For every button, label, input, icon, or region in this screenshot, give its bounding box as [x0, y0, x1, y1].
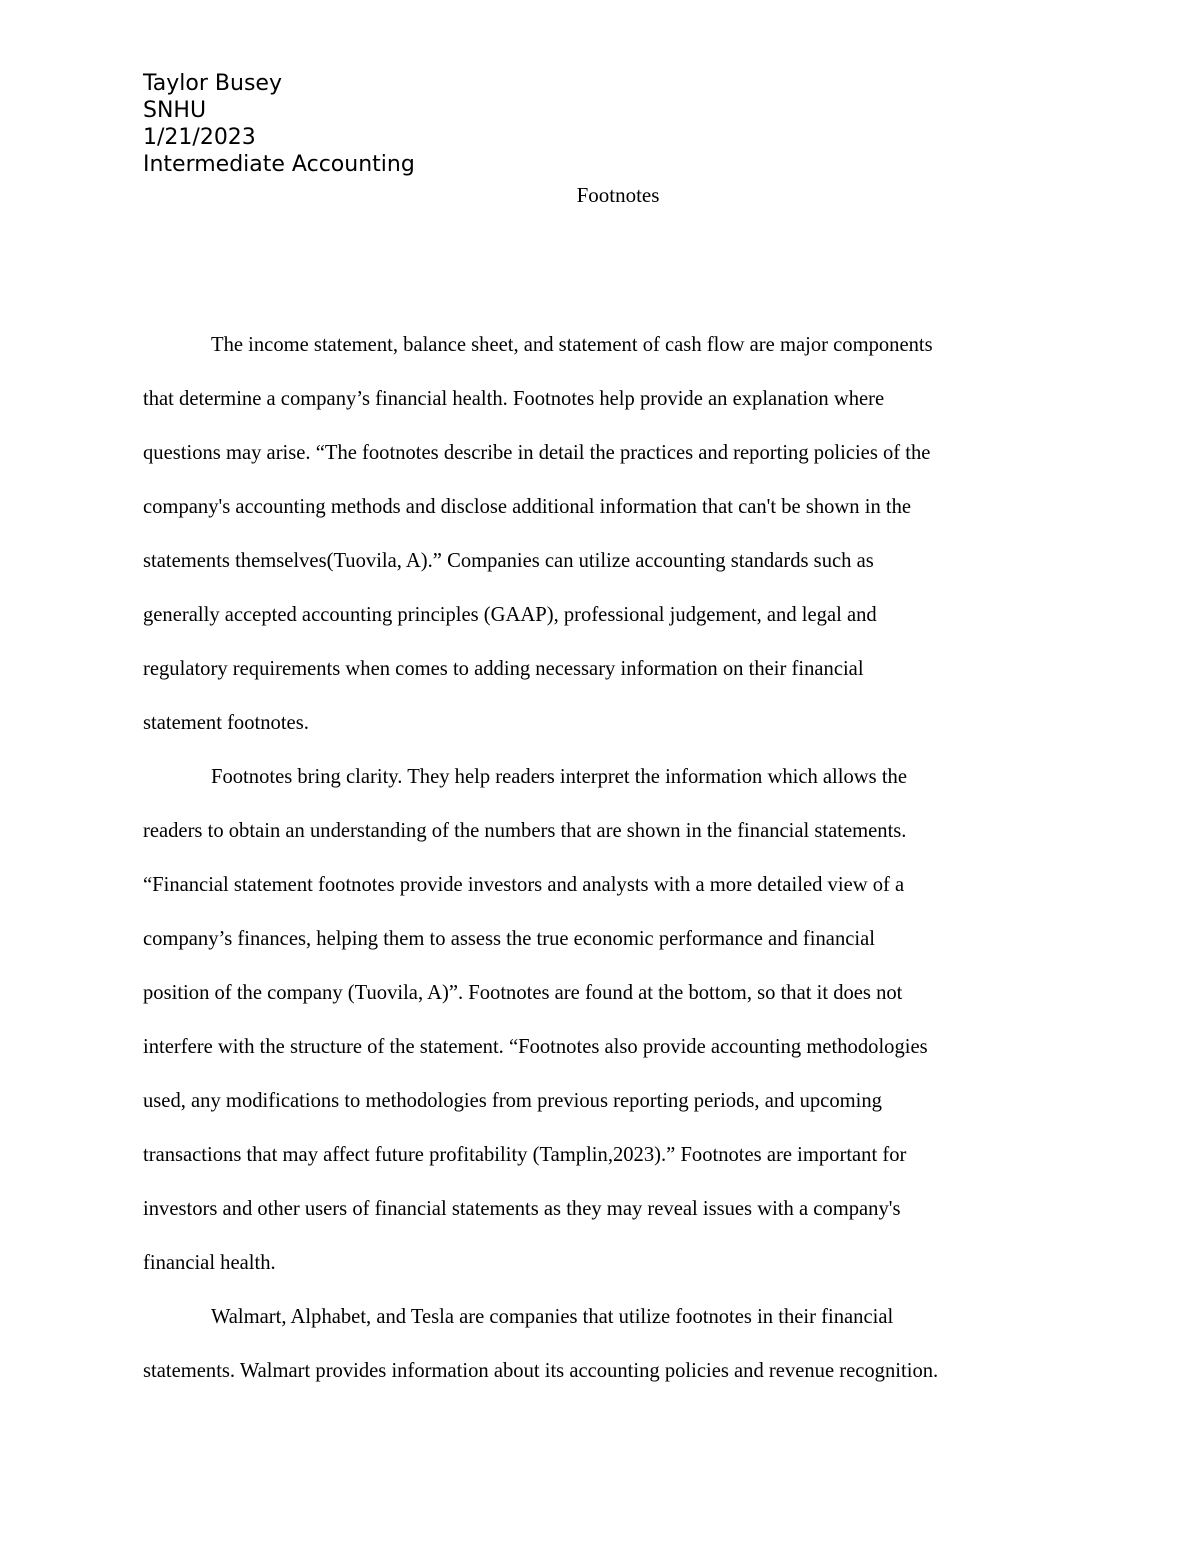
paragraph-2-line: Footnotes bring clarity. They help readers interpret the information which allows the [211, 766, 907, 788]
paragraph-1-line: company's accounting methods and disclose additional information that can't be shown in the [143, 496, 912, 518]
paragraph-2-line: investors and other users of financial statements as they may reveal issues with a company's [143, 1198, 901, 1220]
paragraph-1-line: questions may arise. “The footnotes describe in detail the practices and reporting policies of the [143, 442, 931, 464]
paragraph-2-line: transactions that may affect future profitability (Tamplin,2023).” Footnotes are important for [143, 1144, 907, 1166]
paragraph-2-line: “Financial statement footnotes provide investors and analysts with a more detailed view of a [143, 874, 905, 896]
paragraph-3-line: statements. Walmart provides information about its accounting policies and revenue recognition. [143, 1360, 939, 1382]
date: 1/21/2023 [143, 125, 256, 150]
paragraph-2-line: company’s finances, helping them to assess the true economic performance and financial [143, 928, 875, 950]
paragraph-2-line: readers to obtain an understanding of the numbers that are shown in the financial statements. [143, 820, 907, 842]
paragraph-1-line: statement footnotes. [143, 712, 309, 734]
paragraph-2-line: position of the company (Tuovila, A)”. Footnotes are found at the bottom, so that it does not [143, 982, 903, 1004]
paragraph-1-line: The income statement, balance sheet, and statement of cash flow are major components [211, 334, 933, 356]
paragraph-1-line: statements themselves(Tuovila, A).” Companies can utilize accounting standards such as [143, 550, 874, 572]
paragraph-2-line: financial health. [143, 1252, 276, 1274]
institution: SNHU [143, 98, 207, 123]
header-block [143, 70, 415, 178]
paragraph-1-line: that determine a company’s financial health. Footnotes help provide an explanation where [143, 388, 885, 410]
course-name: Intermediate Accounting [143, 152, 415, 177]
paragraph-1-line: generally accepted accounting principles (GAAP), professional judgement, and legal and [143, 604, 877, 626]
author-name: Taylor Busey [143, 71, 282, 96]
body-text [143, 318, 1063, 1398]
paragraph-1-line: regulatory requirements when comes to adding necessary information on their financial [143, 658, 864, 680]
paragraph-2-line: interfere with the structure of the statement. “Footnotes also provide accounting methodologies [143, 1036, 928, 1058]
paragraph-2-line: used, any modifications to methodologies from previous reporting periods, and upcoming [143, 1090, 882, 1112]
paragraph-3-line: Walmart, Alphabet, and Tesla are companies that utilize footnotes in their financial [211, 1306, 894, 1328]
document-title: Footnotes [576, 183, 660, 207]
